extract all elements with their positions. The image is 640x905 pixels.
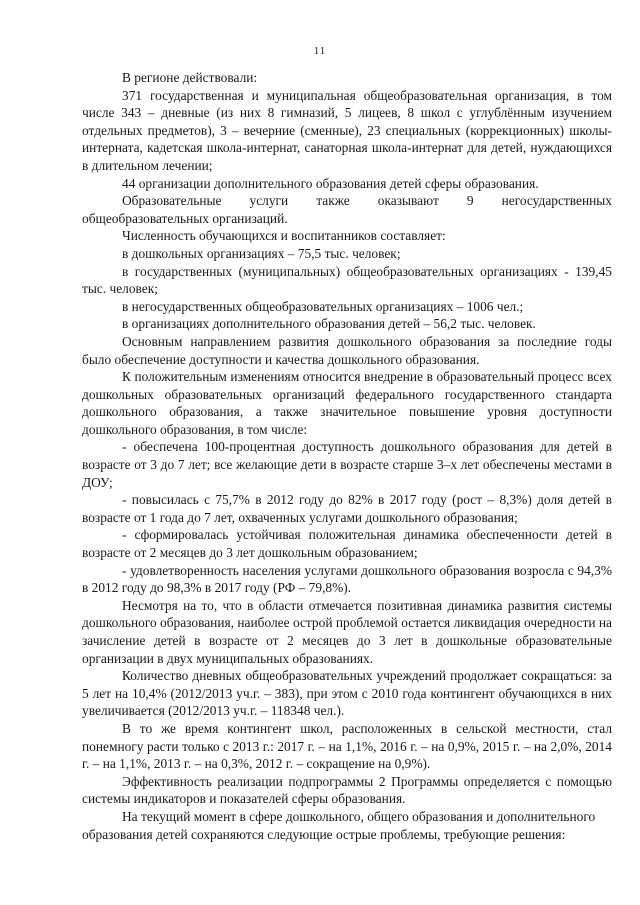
- paragraph-queue-problem: Несмотря на то, что в области отмечается позитивная динамика развития системы дошкольного образования, наиболее острой проблемой остается ликвидация очередности на зачисление детей в возрасте от 2 месяцев до 3 лет в дошкольные образовательные организации в двух муниципальных образованиях.: [82, 597, 612, 666]
- paragraph-current-problems: На текущий момент в сфере дошкольного, общего образования и дополнительного образования детей сохраняются следующие острые проблемы, требующие решения:: [82, 808, 596, 842]
- page-number: 11: [313, 45, 327, 57]
- paragraph-additional-count: в организациях дополнительного образования детей – 56,2 тыс. человек.: [122, 316, 536, 332]
- paragraph-intro: В регионе действовали:: [122, 70, 258, 85]
- paragraph-positive-changes: К положительным изменениям относится внедрение в образовательный процесс всех дошкольных образовательных организаций федерального государственного стандарта дошкольного образования, а также значительное повышение уровня доступности дошкольного образования, в том числе:: [82, 369, 612, 437]
- paragraph-rural-schools: В то же время контингент школ, расположенных в сельской местности, стал понемногу расти только с 2013 г.: 2017 г. – на 1,1%, 2016 г. – на 0,9%, 2015 г. – на 2,0%, 2014 г. – на 1,1%, 2013 г. – на 0,3%, 2012 г. – сокращение на 0,9%).: [82, 720, 612, 772]
- paragraph-schools: 371 государственная и муниципальная общеобразовательная организация, в том числе 343 – дневные (из них 8 гимназий, 5 лицеев, 8 школ с углублённым изучением отдельных предметов), 3 – вечерние (сменные), 23 специальных (коррекционных) школы-интерната, кадетская школа-интернат, санаторная школа-интернат для детей, нуждающихся в длительном лечении;: [82, 87, 612, 173]
- paragraph-additional-education: 44 организации дополнительного образования детей сферы образования.: [122, 175, 539, 191]
- paragraph-school-reduction: Количество дневных общеобразовательных учреждений продолжает сокращаться: за 5 лет на 10,4% (2012/2013 уч.г. – 383), при этом с 2010 года контингент обучающихся в них увеличивается (2012/2013 уч.г. – 118348 чел.).: [82, 668, 612, 719]
- list-item-full-access: - обеспечена 100-процентная доступность дошкольного образования для детей в возрасте от 3 до 7 лет; все желающие дети в возрасте старше 3–х лет обеспечены местами в ДОУ;: [82, 439, 612, 490]
- list-item-satisfaction: - удовлетворенность населения услугами дошкольного образования возросла с 94,3% в 2012 году до 98,3% в 2017 году (РФ – 79,8%).: [82, 562, 612, 596]
- paragraph-preschool-direction: Основным направлением развития дошкольного образования за последние годы было обеспечение доступности и качества дошкольного образования.: [82, 333, 612, 367]
- document-body: [82, 69, 612, 843]
- paragraph-student-count-heading: Численность обучающихся и воспитанников составляет:: [122, 228, 446, 244]
- list-item-stable-dynamics: - сформировалась устойчивая положительная динамика обеспеченности детей в возрасте от 2 месяцев до 3 лет дошкольным образованием;: [82, 527, 612, 561]
- paragraph-efficiency: Эффективность реализации подпрограммы 2 Программы определяется с помощью системы индикаторов и показателей сферы образования.: [82, 773, 612, 807]
- paragraph-public-school-count: в государственных (муниципальных) общеобразовательных организациях - 139,45 тыс. человек;: [82, 263, 612, 297]
- paragraph-private-schools: Образовательные услуги также оказывают 9 негосударственных общеобразовательных организаций.: [82, 193, 612, 226]
- list-item-coverage-growth: - повысилась с 75,7% в 2012 году до 82% в 2017 году (рост – 8,3%) доля детей в возрасте от 1 года до 7 лет, охваченных услугами дошкольного образования;: [82, 492, 612, 525]
- paragraph-preschool-count: в дошкольных организациях – 75,5 тыс. человек;: [122, 245, 401, 261]
- paragraph-private-school-count: в негосударственных общеобразовательных организациях – 1006 чел.;: [122, 298, 524, 314]
